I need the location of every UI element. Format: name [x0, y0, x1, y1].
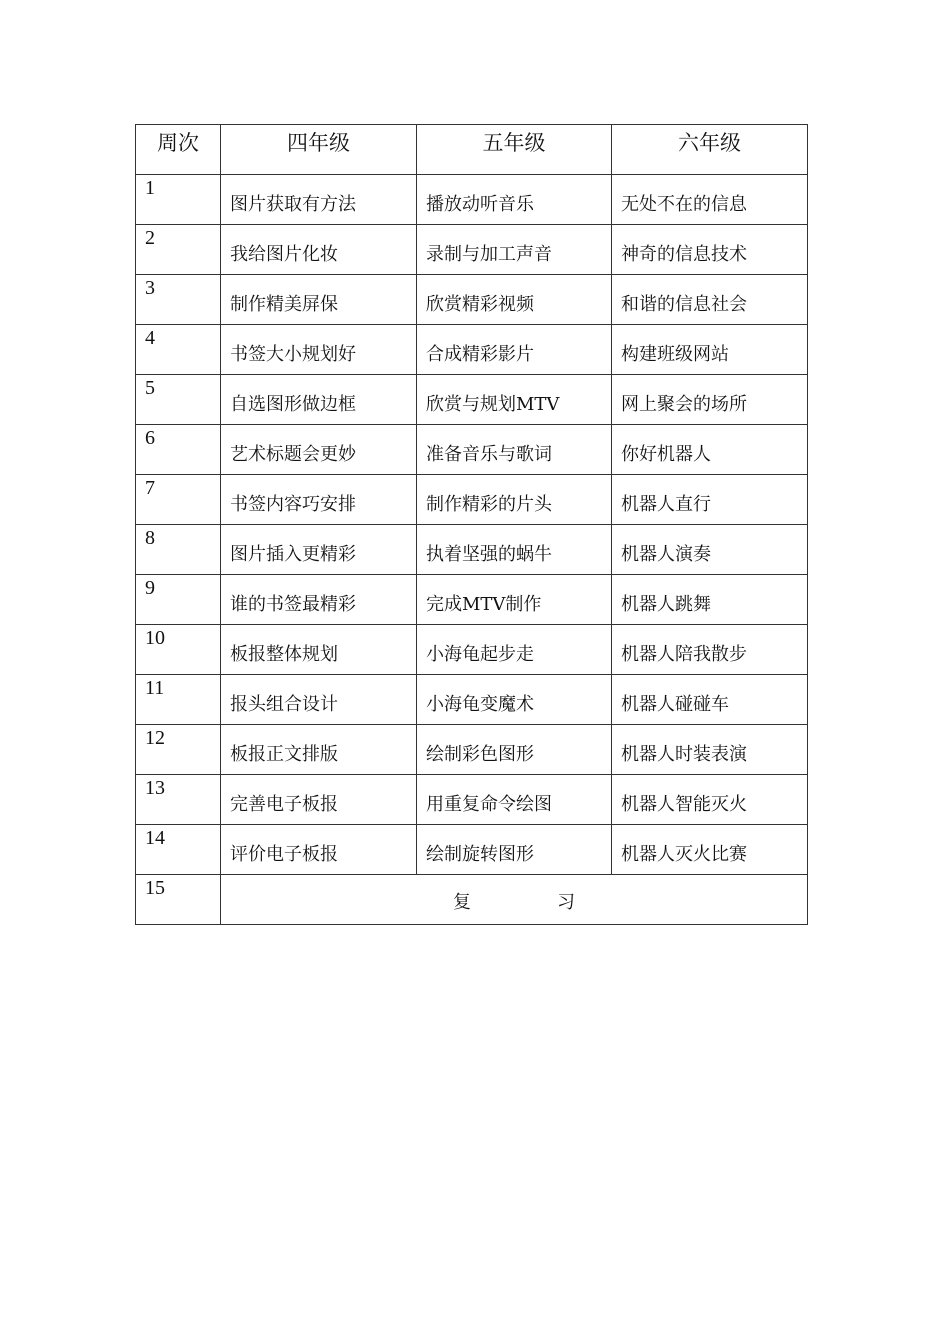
grade4-topic: 制作精美屏保 [221, 275, 417, 325]
grade4-topic: 报头组合设计 [221, 675, 417, 725]
review-cell [221, 875, 808, 925]
week-number: 1 [136, 175, 221, 225]
grade4-topic: 图片插入更精彩 [221, 525, 417, 575]
grade5-topic: 用重复命令绘图 [417, 775, 612, 825]
grade6-topic: 无处不在的信息 [612, 175, 808, 225]
grade6-topic: 构建班级网站 [612, 325, 808, 375]
header-grade6: 六年级 [612, 125, 808, 175]
grade4-topic: 板报正文排版 [221, 725, 417, 775]
week-number: 12 [136, 725, 221, 775]
grade5-topic: 完成MTV制作 [417, 575, 612, 625]
grade6-topic: 机器人碰碰车 [612, 675, 808, 725]
table-row [136, 375, 808, 425]
table-row [136, 275, 808, 325]
review-row [136, 875, 808, 925]
table-row [136, 825, 808, 875]
header-grade5: 五年级 [417, 125, 612, 175]
table-row [136, 425, 808, 475]
grade6-topic: 机器人直行 [612, 475, 808, 525]
grade5-topic: 播放动听音乐 [417, 175, 612, 225]
grade6-topic: 机器人跳舞 [612, 575, 808, 625]
grade6-topic: 网上聚会的场所 [612, 375, 808, 425]
week-number: 6 [136, 425, 221, 475]
week-number: 3 [136, 275, 221, 325]
grade4-topic: 我给图片化妆 [221, 225, 417, 275]
week-number: 15 [136, 875, 221, 925]
week-number: 9 [136, 575, 221, 625]
table-row [136, 675, 808, 725]
grade4-topic: 艺术标题会更妙 [221, 425, 417, 475]
week-number: 4 [136, 325, 221, 375]
grade5-topic: 绘制旋转图形 [417, 825, 612, 875]
week-number: 5 [136, 375, 221, 425]
table-row [136, 175, 808, 225]
grade5-topic: 欣赏与规划MTV [417, 375, 612, 425]
grade4-topic: 谁的书签最精彩 [221, 575, 417, 625]
header-week: 周次 [136, 125, 221, 175]
week-number: 7 [136, 475, 221, 525]
weekly-schedule-table [135, 124, 808, 925]
grade6-topic: 神奇的信息技术 [612, 225, 808, 275]
week-number: 8 [136, 525, 221, 575]
grade5-topic: 制作精彩的片头 [417, 475, 612, 525]
grade4-topic: 书签大小规划好 [221, 325, 417, 375]
table-row [136, 625, 808, 675]
table-header-row [136, 125, 808, 175]
grade4-topic: 板报整体规划 [221, 625, 417, 675]
grade4-topic: 评价电子板报 [221, 825, 417, 875]
table-row [136, 575, 808, 625]
table-row [136, 325, 808, 375]
week-number: 2 [136, 225, 221, 275]
table-row [136, 725, 808, 775]
review-char-2: 习 [557, 891, 575, 913]
grade6-topic: 机器人陪我散步 [612, 625, 808, 675]
grade5-topic: 录制与加工声音 [417, 225, 612, 275]
review-char-1: 复 [453, 891, 471, 913]
grade5-topic: 绘制彩色图形 [417, 725, 612, 775]
grade4-topic: 完善电子板报 [221, 775, 417, 825]
table-row [136, 525, 808, 575]
grade4-topic: 图片获取有方法 [221, 175, 417, 225]
week-number: 14 [136, 825, 221, 875]
week-number: 10 [136, 625, 221, 675]
grade6-topic: 你好机器人 [612, 425, 808, 475]
table-row [136, 475, 808, 525]
grade6-topic: 机器人智能灭火 [612, 775, 808, 825]
grade5-topic: 准备音乐与歌词 [417, 425, 612, 475]
week-number: 13 [136, 775, 221, 825]
grade5-topic: 欣赏精彩视频 [417, 275, 612, 325]
grade5-topic: 小海龟起步走 [417, 625, 612, 675]
header-grade4: 四年级 [221, 125, 417, 175]
grade6-topic: 机器人演奏 [612, 525, 808, 575]
grade4-topic: 自选图形做边框 [221, 375, 417, 425]
grade4-topic: 书签内容巧安排 [221, 475, 417, 525]
week-number: 11 [136, 675, 221, 725]
grade5-topic: 执着坚强的蜗牛 [417, 525, 612, 575]
grade6-topic: 机器人时装表演 [612, 725, 808, 775]
grade6-topic: 和谐的信息社会 [612, 275, 808, 325]
table-row [136, 225, 808, 275]
grade6-topic: 机器人灭火比赛 [612, 825, 808, 875]
grade5-topic: 合成精彩影片 [417, 325, 612, 375]
grade5-topic: 小海龟变魔术 [417, 675, 612, 725]
table-row [136, 775, 808, 825]
